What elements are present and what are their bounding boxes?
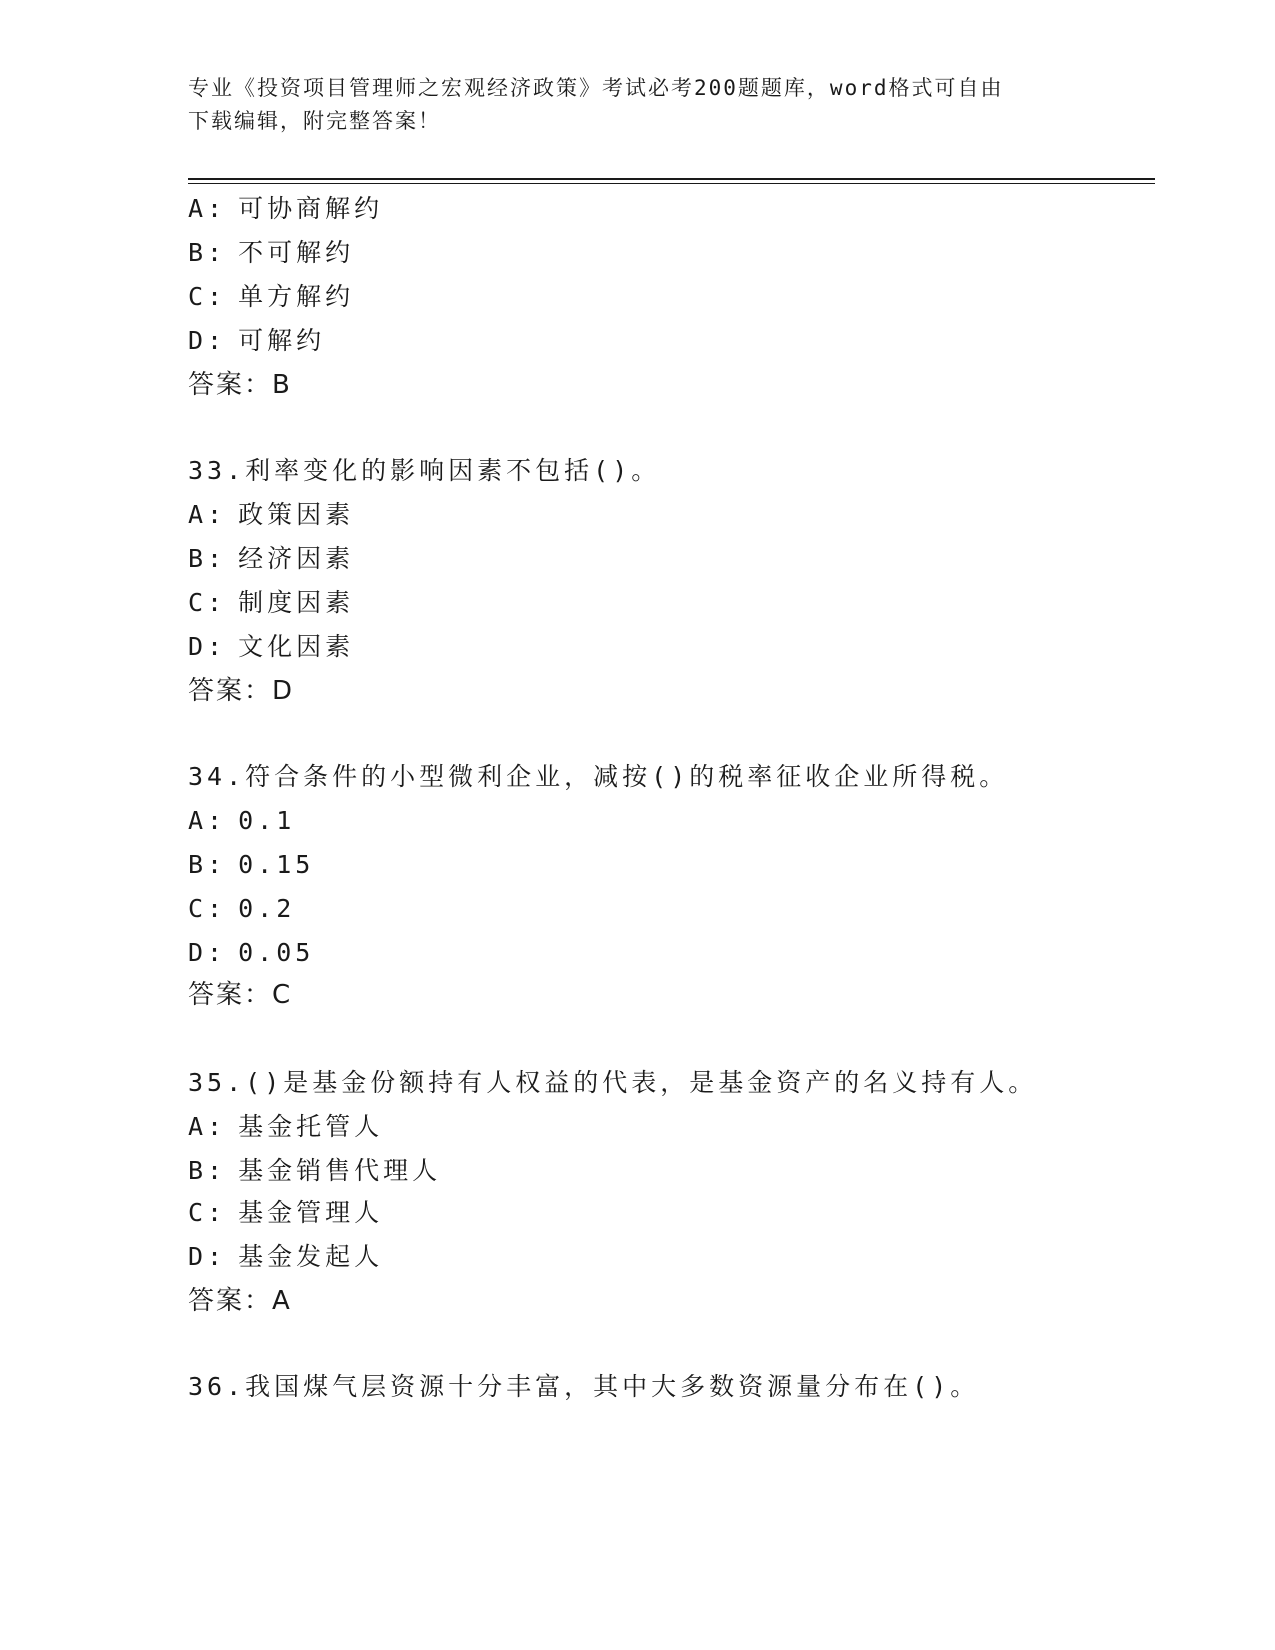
option-c: C: 0.2 (188, 894, 296, 923)
option-text: 不可解约 (238, 238, 355, 267)
option-text: 政策因素 (238, 500, 355, 529)
option-text: 基金销售代理人 (238, 1156, 442, 1185)
answer: 答案：A (188, 1286, 292, 1316)
option-text: 制度因素 (238, 588, 355, 617)
question-34-stem: 34.符合条件的小型微利企业，减按()的税率征收企业所得税。 (188, 762, 1009, 791)
option-text: 基金发起人 (238, 1242, 384, 1271)
option-c: C: 单方解约 (188, 282, 355, 311)
option-b: B: 0.15 (188, 850, 315, 879)
header-line-2: 下载编辑，附完整答案！ (188, 109, 441, 133)
question-36-stem: 36.我国煤气层资源十分丰富，其中大多数资源量分布在()。 (188, 1372, 980, 1401)
option-text: 可解约 (238, 326, 326, 355)
option-d: D: 可解约 (188, 326, 326, 355)
option-text: 0.15 (238, 850, 315, 879)
option-text: 基金托管人 (238, 1112, 384, 1141)
option-b: B: 不可解约 (188, 238, 355, 267)
question-35-stem: 35.()是基金份额持有人权益的代表，是基金资产的名义持有人。 (188, 1068, 1038, 1097)
option-b: B: 基金销售代理人 (188, 1156, 442, 1185)
question-33-stem: 33.利率变化的影响因素不包括()。 (188, 456, 661, 485)
option-text: 文化因素 (238, 632, 355, 661)
answer: 答案：B (188, 370, 292, 400)
option-d: D: 文化因素 (188, 632, 355, 661)
header-divider-thin (188, 183, 1155, 184)
option-a: A: 基金托管人 (188, 1112, 384, 1141)
option-text: 0.2 (238, 894, 296, 923)
option-a: A: 可协商解约 (188, 194, 384, 223)
header-line-1: 专业《投资项目管理师之宏观经济政策》考试必考200题题库，word格式可自由 (188, 76, 1004, 100)
option-a: A: 政策因素 (188, 500, 355, 529)
option-text: 可协商解约 (238, 194, 384, 223)
option-c: C: 制度因素 (188, 588, 355, 617)
option-b: B: 经济因素 (188, 544, 355, 573)
option-a: A: 0.1 (188, 806, 296, 835)
option-text: 基金管理人 (238, 1198, 384, 1227)
option-text: 0.05 (238, 938, 315, 967)
option-d: D: 基金发起人 (188, 1242, 384, 1271)
option-c: C: 基金管理人 (188, 1198, 384, 1227)
answer: 答案：D (188, 676, 295, 706)
option-text: 单方解约 (238, 282, 355, 311)
option-d: D: 0.05 (188, 938, 315, 967)
option-text: 经济因素 (238, 544, 355, 573)
document-header (188, 72, 1088, 138)
header-divider-thick (188, 178, 1155, 180)
answer: 答案：C (188, 980, 293, 1010)
option-text: 0.1 (238, 806, 296, 835)
